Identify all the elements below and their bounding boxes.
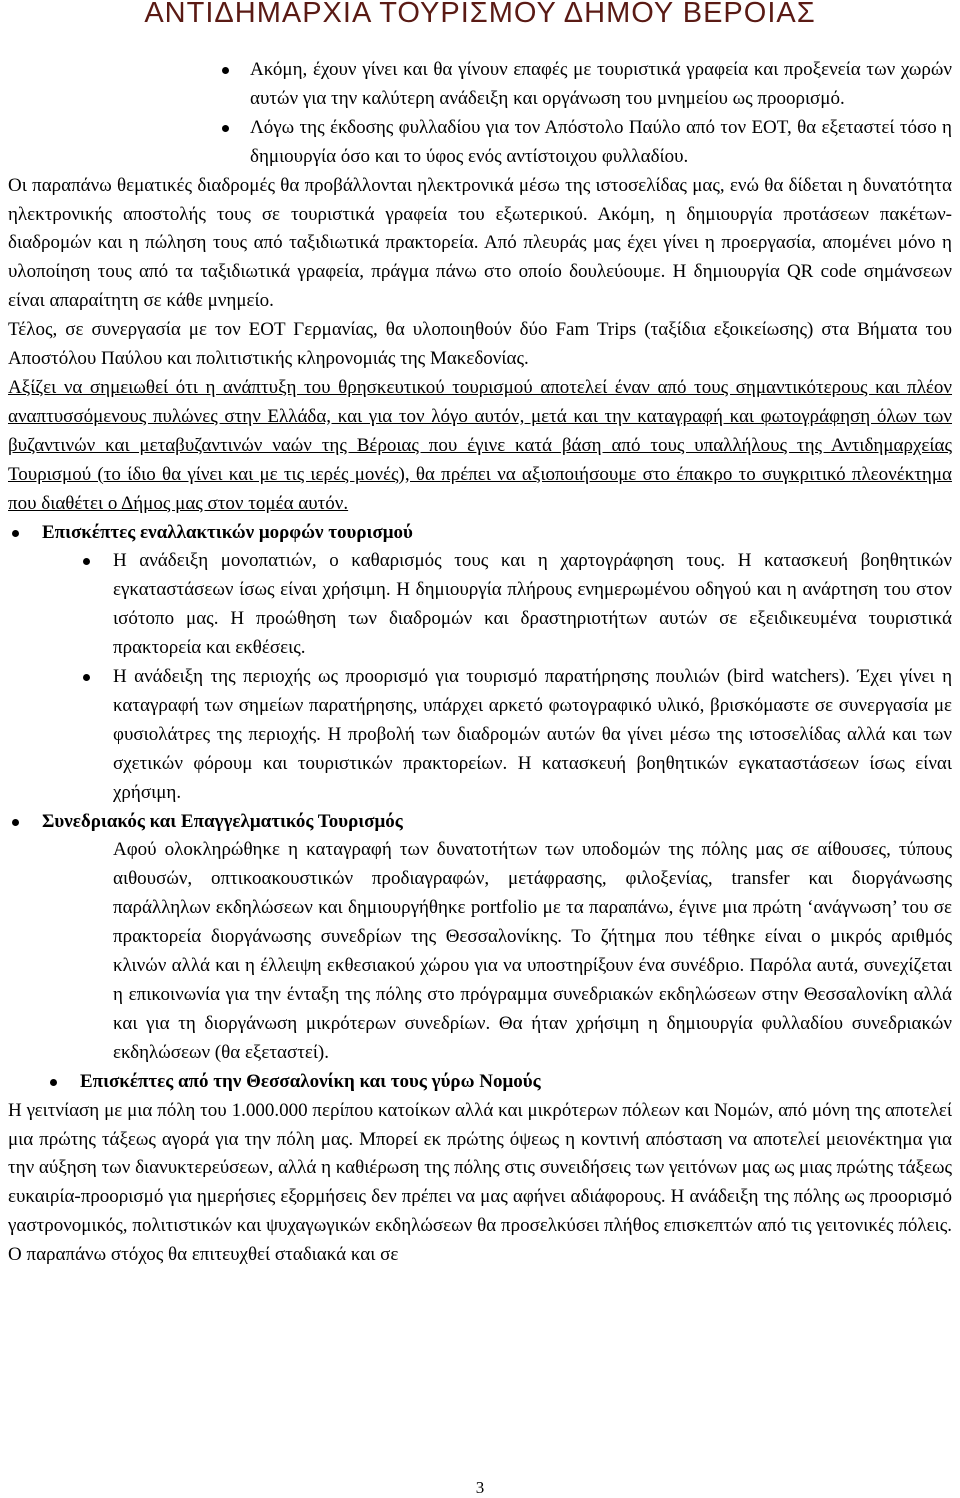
conference-tourism-body: Αφού ολοκληρώθηκε η καταγραφή των δυνατοτήτων των υποδομών της πόλης μας σε αίθουσες, τύπους αιθουσών, οπτικοακουστικών προδιαγραφών, μετάφρασης, φιλοξενίας, transfer και διοργάνωσης παράλληλων εκδηλώσεων και δημιουργήθηκε portfolio με τα παραπάνω, έγινε μια πρώτη ‘ανάγνωση’ του σε πρακτορεία διοργάνωσης συνεδρίων της Θεσσαλονίκης. Το ζήτημα που τέθηκε είναι ο μικρός αριθμός κλινών αλλά και η έλλειψη εκθεσιακού χώρου για να υποστηρίξουν ένα συνέδριο. Παρόλα αυτά, συνεχίζεται η επικοινωνία για την ένταξη της πόλης στο πρόγραμμα συνεδριακών εκδηλώσεων στην Θεσσαλονίκη αλλά και για τη διοργάνωση μικρότερων συνεδρίων. Θα ήταν χρήσιμη η δημιουργία φυλλαδίου συνεδριακών εκδηλώσεων (θα εξεταστεί). [113, 839, 952, 1063]
alternative-tourism-bullet [42, 519, 952, 548]
conference-tourism-heading: Συνεδριακός και Επαγγελματικός Τουρισμός [42, 810, 403, 832]
conference-tourism-section [8, 808, 952, 837]
alternative-tourism-section [8, 519, 952, 548]
page-number: 3 [475, 1478, 485, 1497]
intro-bullet-item: Ακόμη, έχουν γίνει και θα γίνουν επαφές με τουριστικά γραφεία και προξενεία των χωρών αυτών για την καλύτερη ανάδειξη και οργάνωση του μνημείου ως προορισμό. [250, 56, 952, 114]
intro-bullet-item: Λόγω της έκδοσης φυλλαδίου για τον Απόστολο Παύλο από τον ΕΟΤ, θα εξεταστεί τόσο η δημιουργία όσο και το ύφος ενός αντίστοιχου φυλλαδίου. [250, 114, 952, 172]
paragraph-thematic-routes: Οι παραπάνω θεματικές διαδρομές θα προβάλλονται ηλεκτρονικά μέσω της ιστοσελίδας μας, ενώ θα δίδεται η δυνατότητα ηλεκτρονικής αποστολής τους σε τουριστικά γραφεία του εξωτερικού. Ακόμη, η δημιουργία προτάσεων πακέτων-διαδρομών και η πώληση τους από ταξιδιωτικά πρακτορεία. Από πλευράς μας έχει γίνει η προεργασία, απομένει μόνο η υλοποίηση τους από τα ταξιδιωτικά γραφεία, πράγμα πάνω στο οποίο δουλεύουμε. Η δημιουργία QR code σημάνσεων είναι απαραίτητη σε κάθε μνημείο. [8, 174, 952, 312]
thessaloniki-visitors-heading: Επισκέπτες από την Θεσσαλονίκη και τους γύρω Νομούς [80, 1070, 541, 1092]
intro-bullet-list [8, 56, 952, 172]
page-header-title: ΑΝΤΙΔΗΜΑΡΧΙΑ ΤΟΥΡΙΣΜΟΥ ΔΗΜΟΥ ΒΕΡΟΙΑΣ [144, 0, 816, 29]
thessaloniki-visitors-section [8, 1068, 952, 1097]
alternative-tourism-heading: Επισκέπτες εναλλακτικών μορφών τουρισμού [42, 521, 413, 543]
thessaloniki-visitors-body: Η γειτνίαση με μια πόλη του 1.000.000 περίπου κατοίκων αλλά και μικρότερων πόλεων και Νομών, από μόνη της αποτελεί μια πρώτης τάξεως αγορά για την πόλη μας. Μπορεί εκ πρώτης όψεως η κοντινή απόσταση να αποτελεί μειονέκτημα για την αύξηση των διανυκτερεύσεων, αλλά η καθιέρωση της πόλης στις συνειδήσεις των γειτόνων μας ως μιας πρώτης τάξεως ευκαιρία-προορισμό για ημερήσιες εξορμήσεις δεν πρέπει να μας αφήνει αδιάφορους. Η ανάδειξη της πόλης ως προορισμό γαστρονομικός, πολιτιστικών και ψυχαγωγικών εκδηλώσεων θα προσελκύσει πλήθος επισκεπτών από τις γειτονικές πόλεις. Ο παραπάνω στόχος θα επιτευχθεί σταδιακά και σε [8, 1099, 952, 1266]
alternative-tourism-item: Η ανάδειξη της περιοχής ως προορισμό για τουρισμό παρατήρησης πουλιών (bird watchers). Έχει γίνει η καταγραφή των σημείων παρατήρησης, υπάρχει αρκετό φωτογραφικό υλικό, βρισκόμαστε σε συνεργασία με φυσιολάτρες της περιοχής. Η προβολή των διαδρομών αυτών θα γίνει μέσω της ιστοσελίδας αλλά και των σχετικών φόρουμ και τουριστικών πρακτορείων. Η κατασκευή βοηθητικών εγκαταστάσεων ίσως είναι χρήσιμη. [113, 663, 952, 808]
paragraph-religious-tourism: Αξίζει να σημειωθεί ότι η ανάπτυξη του θρησκευτικού τουρισμού αποτελεί έναν από τους σημαντικότερους και πλέον αναπτυσσόμενους πυλώνες στην Ελλάδα, και για τον λόγο αυτόν, μετά και την καταγραφή και φωτογράφηση όλων των βυζαντινών και μεταβυζαντινών ναών της Βέροιας που έγινε κατά βάση από τους υπαλλήλους της Αντιδημαρχείας Τουρισμού (το ίδιο θα γίνει και με τις ιερές μονές), θα πρέπει να αξιοποιήσουμε στο έπακρο το συγκριτικό πλεονέκτημα που διαθέτει ο Δήμος μας στον τομέα αυτόν. [8, 376, 952, 514]
alternative-tourism-item: Η ανάδειξη μονοπατιών, ο καθαρισμός τους και η χαρτογράφηση τους. Η κατασκευή βοηθητικών εγκαταστάσεων ίσως είναι χρήσιμη. Η δημιουργία πλήρους ενημερωμένου οδηγού και η ανάρτηση του στον ισότοπο μας. Η προώθηση των διαδρομών και δραστηριοτήτων αυτών σε εξειδικευμένα τουριστικά πρακτορεία και εκθέσεις. [113, 547, 952, 663]
thessaloniki-visitors-bullet [80, 1068, 952, 1097]
document-body [8, 56, 952, 1270]
paragraph-fam-trips: Τέλος, σε συνεργασία με τον ΕΟΤ Γερμανίας, θα υλοποιηθούν δύο Fam Trips (ταξίδια εξοικείωσης) στα Βήματα του Αποστόλου Παύλου και πολιτιστικής κληρονομιάς της Μακεδονίας. [8, 319, 952, 370]
conference-tourism-bullet [42, 808, 952, 837]
alternative-tourism-list [8, 547, 952, 807]
